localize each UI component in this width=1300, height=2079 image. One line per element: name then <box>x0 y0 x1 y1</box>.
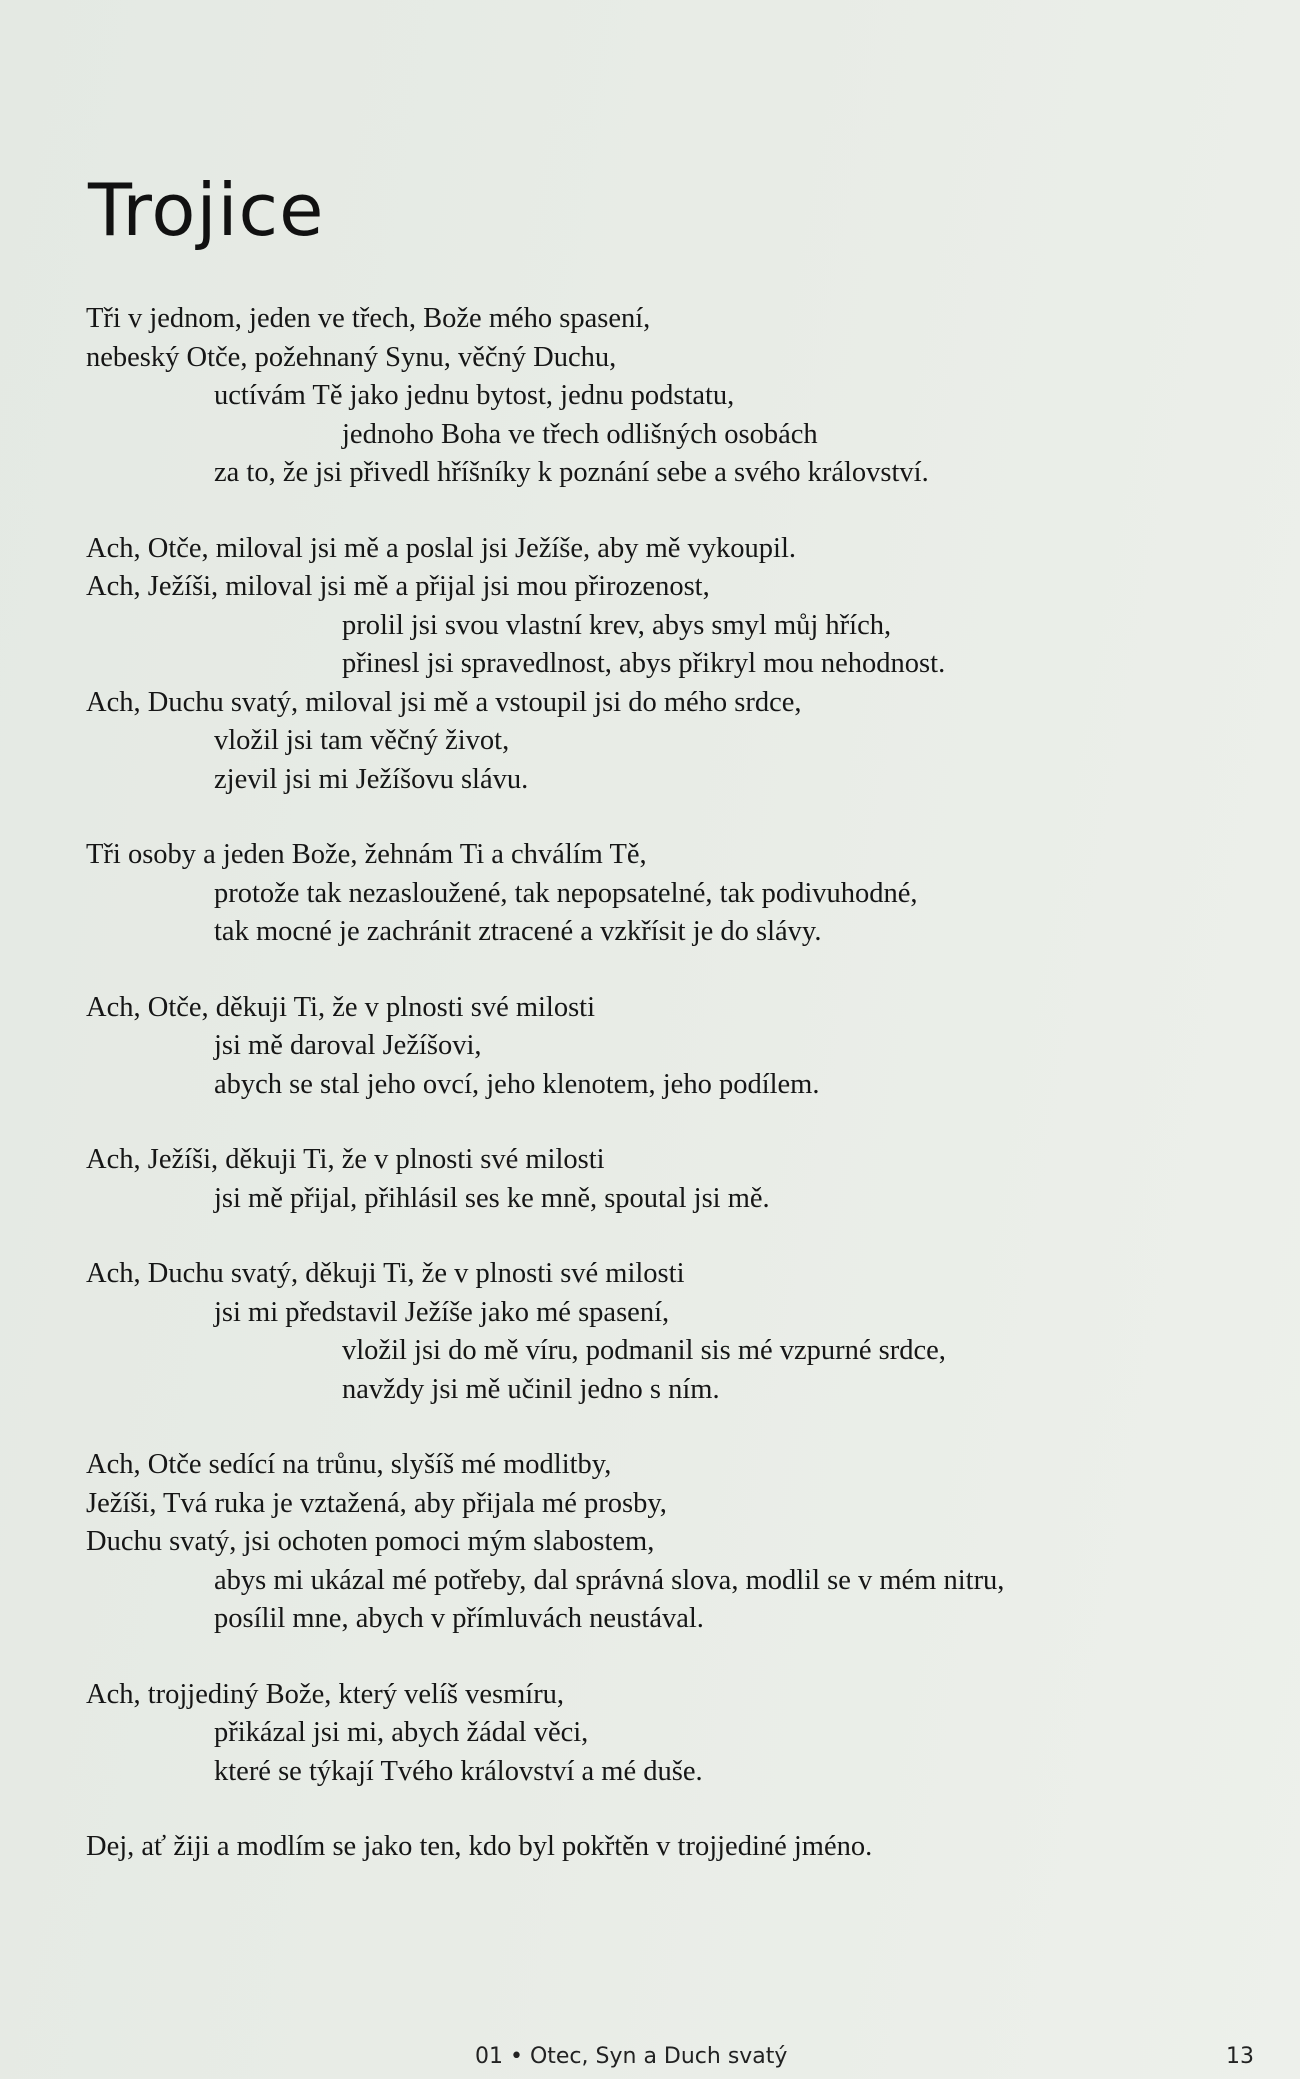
stanza <box>86 300 1226 493</box>
poem-line: tak mocné je zachránit ztracené a vzkřísit je do slávy. <box>214 916 822 947</box>
poem-line: Tři v jednom, jeden ve třech, Bože mého spasení, <box>86 303 651 334</box>
poem-line: Ach, Otče, děkuji Ti, že v plnosti své milosti <box>86 991 596 1023</box>
poem-line: přikázal jsi mi, abych žádal věci, <box>214 1717 589 1748</box>
poem-line: Ach, Duchu svatý, miloval jsi mě a vstoupil jsi do mého srdce, <box>86 686 802 718</box>
poem-line: Ach, Ježíši, miloval jsi mě a přijal jsi mou přirozenost, <box>86 571 710 602</box>
poem-line: protože tak nezasloužené, tak nepopsatelné, tak podivuhodné, <box>214 877 918 909</box>
poem-line: za to, že jsi přivedl hříšníky k poznání sebe a svého království. <box>214 457 929 488</box>
poem-line: jsi mi představil Ježíše jako mé spasení, <box>214 1296 670 1328</box>
poem-line: jednoho Boha ve třech odlišných osobách <box>342 418 818 450</box>
poem-line: Ach, trojjediný Bože, který velíš vesmíru, <box>86 1678 565 1710</box>
poem-line: navždy jsi mě učinil jedno s ním. <box>342 1373 720 1405</box>
poem-line: přinesl jsi spravedlnost, abys přikryl mou nehodnost. <box>342 648 946 679</box>
poem-line: abys mi ukázal mé potřeby, dal správná slova, modlil se v mém nitru, <box>214 1564 1005 1596</box>
prayer-poem <box>86 300 1226 1904</box>
poem-line: jsi mě přijal, přihlásil ses ke mně, spoutal jsi mě. <box>214 1182 770 1214</box>
poem-line: Ach, Otče sedící na trůnu, slyšíš mé modlitby, <box>86 1449 612 1480</box>
stanza <box>86 1446 1226 1639</box>
poem-line: vložil jsi tam věčný život, <box>214 725 510 756</box>
stanza <box>86 836 1226 952</box>
poem-line: jsi mě daroval Ježíšovi, <box>214 1030 482 1061</box>
poem-line: Dej, ať žiji a modlím se jako ten, kdo byl pokřtěn v trojjediné jméno. <box>86 1831 873 1862</box>
poem-line: Ježíši, Tvá ruka je vztažená, aby přijala mé prosby, <box>86 1487 667 1519</box>
page-number: 13 <box>1226 2044 1254 2069</box>
poem-line: Ach, Ježíši, děkuji Ti, že v plnosti své milosti <box>86 1144 605 1175</box>
poem-line: Ach, Otče, miloval jsi mě a poslal jsi Ježíše, aby mě vykoupil. <box>86 532 796 564</box>
poem-line: prolil jsi svou vlastní krev, abys smyl můj hřích, <box>342 609 892 641</box>
poem-line: abych se stal jeho ovcí, jeho klenotem, jeho podílem. <box>214 1068 820 1100</box>
stanza <box>86 1255 1226 1409</box>
stanza <box>86 1676 1226 1792</box>
poem-line: posílil mne, abych v přímluvách neustával. <box>214 1603 704 1634</box>
poem-line: nebeský Otče, požehnaný Synu, věčný Duchu, <box>86 341 617 373</box>
poem-line: zjevil jsi mi Ježíšovu slávu. <box>214 763 529 795</box>
stanza <box>86 1141 1226 1218</box>
poem-line: které se týkají Tvého království a mé duše. <box>214 1755 703 1787</box>
poem-line: vložil jsi do mě víru, podmanil sis mé vzpurné srdce, <box>342 1335 946 1366</box>
poem-line: Duchu svatý, jsi ochoten pomoci mým slabostem, <box>86 1526 655 1557</box>
stanza <box>86 530 1226 800</box>
page-title: Trojice <box>88 168 325 252</box>
poem-line: Ach, Duchu svatý, děkuji Ti, že v plnosti své milosti <box>86 1258 685 1289</box>
poem-line: Tři osoby a jeden Bože, žehnám Ti a chválím Tě, <box>86 839 647 870</box>
footer-section-label: 01 • Otec, Syn a Duch svatý <box>475 2044 788 2069</box>
poem-line: uctívám Tě jako jednu bytost, jednu podstatu, <box>214 380 735 411</box>
stanza <box>86 1828 1226 1867</box>
stanza <box>86 989 1226 1105</box>
